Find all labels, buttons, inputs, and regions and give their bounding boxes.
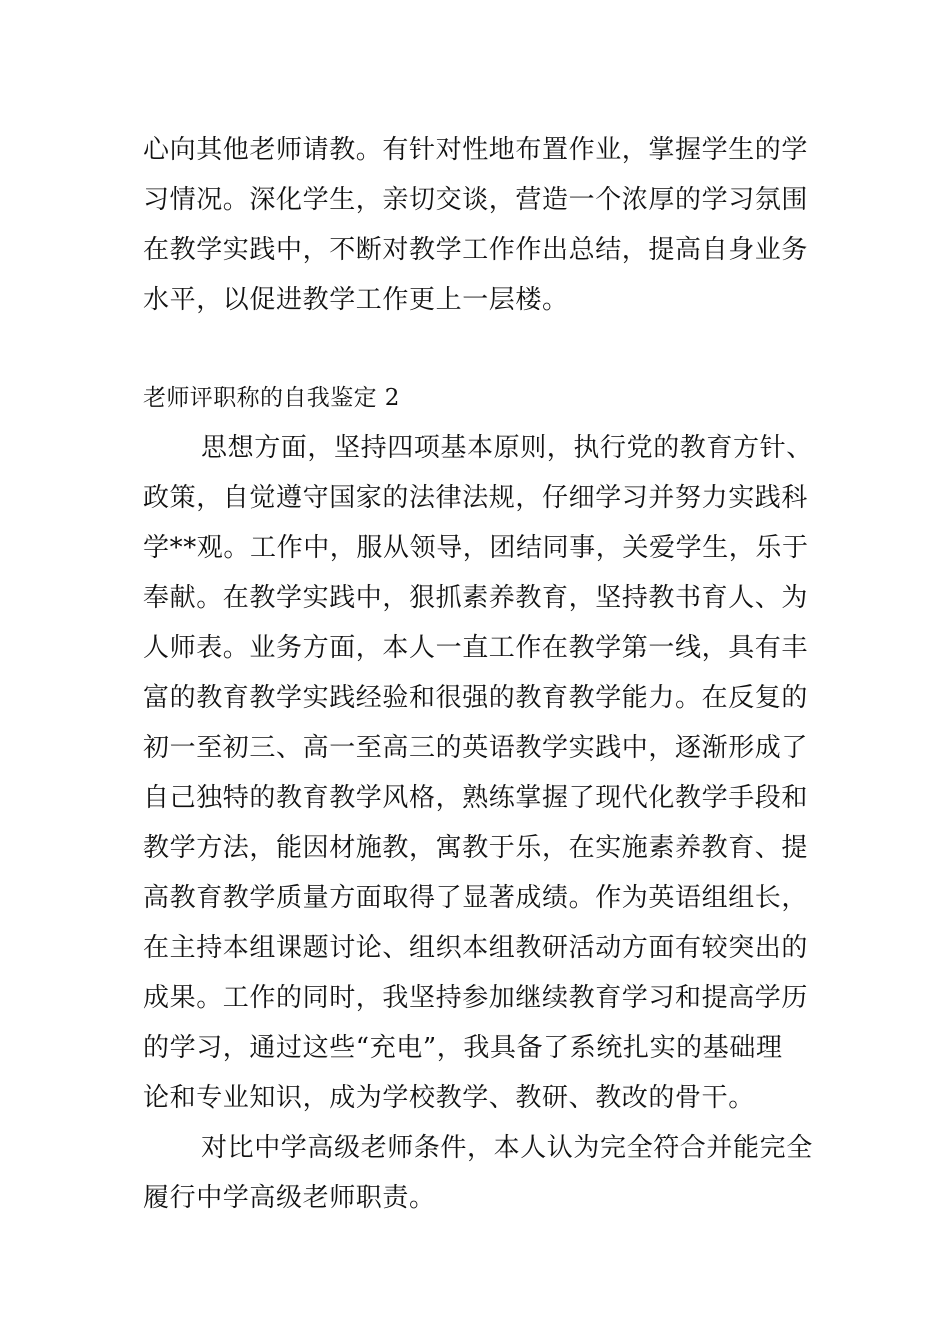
text-line: 人师表。业务方面，本人一直工作在教学第一线，具有丰 xyxy=(143,633,809,663)
text-line: 习情况。深化学生，亲切交谈，营造一个浓厚的学习氛围 xyxy=(143,185,809,215)
text-line: 在教学实践中，不断对教学工作作出总结，提高自身业务 xyxy=(143,235,809,265)
text-line: 教学方法，能因材施教，寓教于乐，在实施素养教育、提 xyxy=(143,833,809,863)
text-line: 履行中学高级老师职责。 xyxy=(143,1183,436,1213)
text-line: 自己独特的教育教学风格，熟练掌握了现代化教学手段和 xyxy=(143,783,809,813)
text-line: 论和专业知识，成为学校教学、教研、教改的骨干。 xyxy=(143,1083,755,1113)
text-line: 成果。工作的同时，我坚持参加继续教育学习和提高学历 xyxy=(143,983,809,1013)
section-title: 老师评职称的自我鉴定 2 xyxy=(143,385,400,411)
text-line: 富的教育教学实践经验和很强的教育教学能力。在反复的 xyxy=(143,683,809,713)
text-line: 政策，自觉遵守国家的法律法规，仔细学习并努力实践科 xyxy=(143,483,809,513)
text-line: 在主持本组课题讨论、组织本组教研活动方面有较突出的 xyxy=(143,933,809,963)
text-line: 水平，以促进教学工作更上一层楼。 xyxy=(143,285,569,315)
text-line: 的学习，通过这些“充电”，我具备了系统扎实的基础理 xyxy=(143,1033,783,1063)
text-line: 心向其他老师请教。有针对性地布置作业，掌握学生的学 xyxy=(143,135,809,165)
text-line: 学**观。工作中，服从领导，团结同事，关爱学生，乐于 xyxy=(143,533,809,563)
text-line: 初一至初三、高一至高三的英语教学实践中，逐渐形成了 xyxy=(143,733,809,763)
text-line: 奉献。在教学实践中，狠抓素养教育，坚持教书育人、为 xyxy=(143,583,809,613)
text-line: 思想方面，坚持四项基本原则，执行党的教育方针、 xyxy=(201,433,813,463)
text-line: 高教育教学质量方面取得了显著成绩。作为英语组组长， xyxy=(143,883,809,913)
text-line: 对比中学高级老师条件，本人认为完全符合并能完全 xyxy=(201,1133,813,1163)
